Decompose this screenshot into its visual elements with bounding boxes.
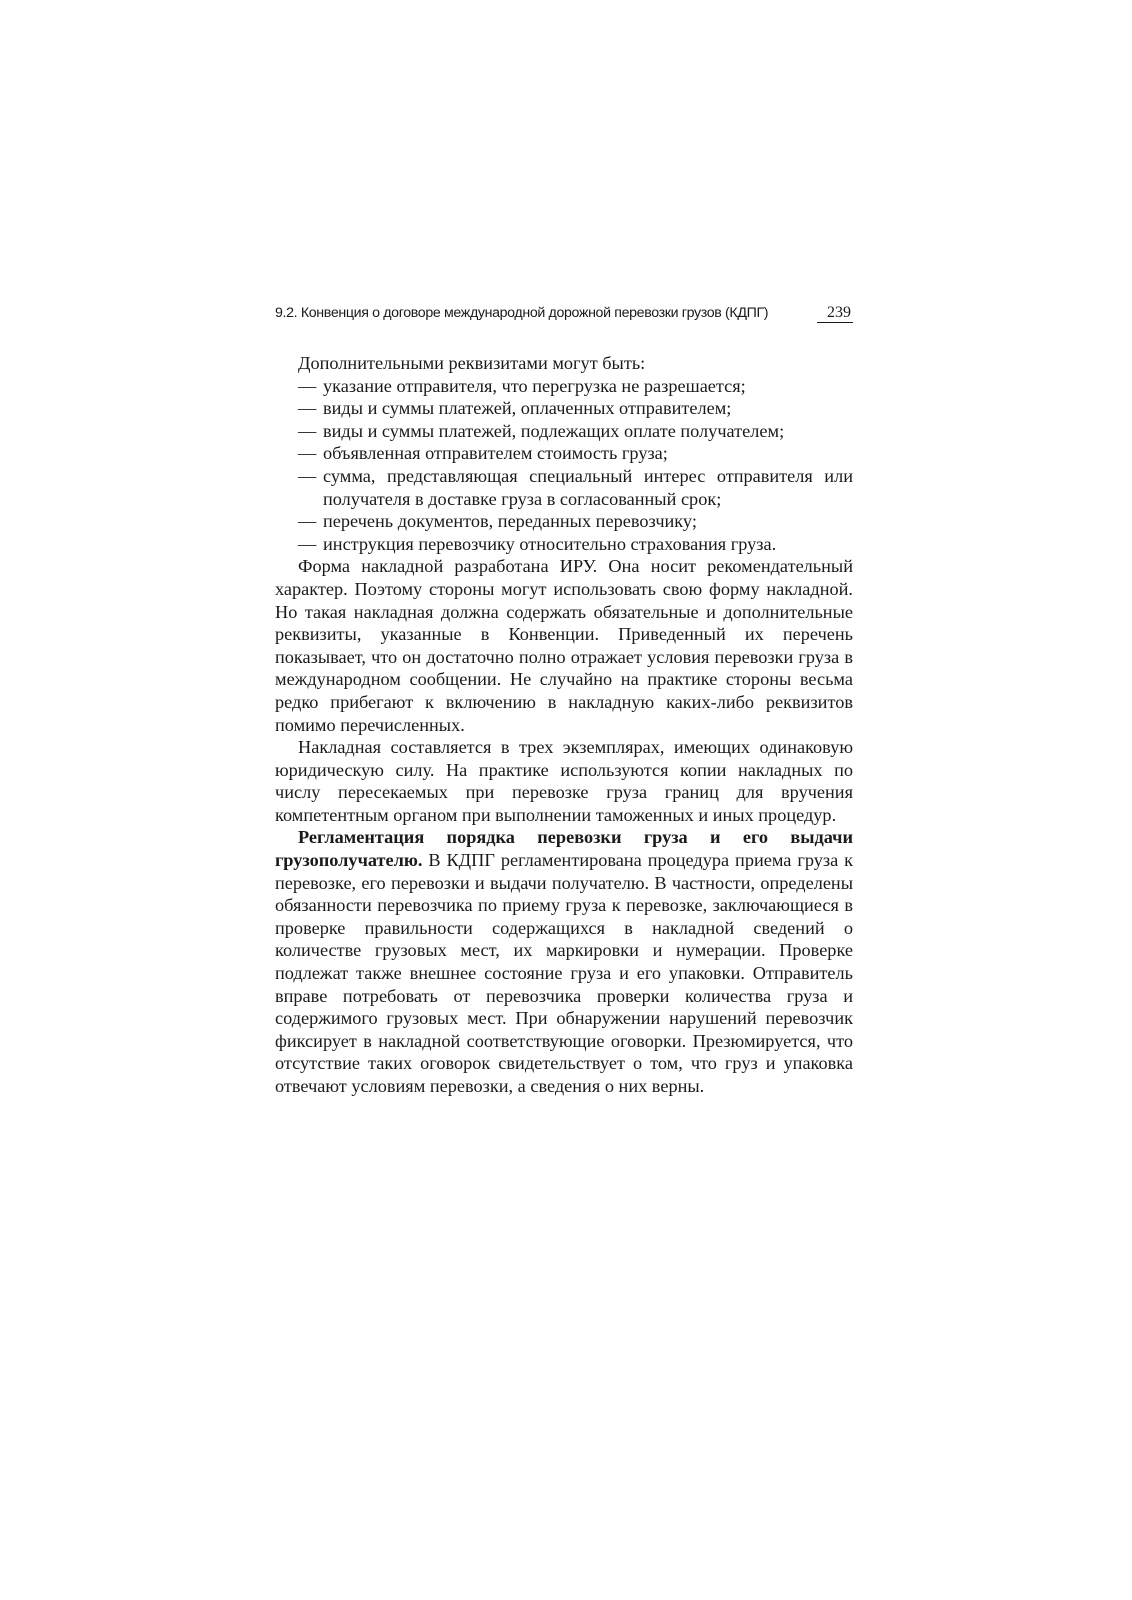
list-dash: — (298, 465, 317, 486)
list-dash: — (298, 511, 317, 532)
book-page (275, 303, 853, 1098)
running-header (275, 303, 853, 329)
paragraph-carriage-procedure (275, 826, 853, 1097)
list-dash: — (298, 398, 317, 419)
list-item (275, 465, 853, 510)
list-item-text: виды и суммы платежей, подлежащих оплате получателем; (323, 420, 785, 441)
list-dash: — (298, 443, 317, 464)
list-dash: — (298, 533, 317, 554)
page-number: 239 (817, 303, 853, 323)
list-item-text: виды и суммы платежей, оплаченных отправителем; (323, 398, 732, 419)
running-title: 9.2. Конвенция о договоре международной дорожной перевозки грузов (КДПГ) (275, 305, 769, 321)
list-item-text: сумма, представляющая специальный интерес отправителя или получателя в доставке груза в согласованный срок; (323, 465, 853, 509)
list-item (275, 533, 853, 556)
list-intro: Дополнительными реквизитами могут быть: (298, 353, 646, 373)
paragraph-text: В КДПГ регламентирована процедура приема груза к перевозке, его перевозки и выдачи получателю. В частности, определены обязанности перевозчика по приему груза к перевозке, заключающиеся в проверке правильности содержащихся в накладной сведений о количестве грузовых мест, их маркировки и нумерации. Проверке подлежат также внешнее состояние груза и его упаковки. Отправитель вправе потребовать от перевозчика проверки количества груза и содержимого грузовых мест. При обнаружении нарушений перевозчик фиксирует в накладной соответствующие оговорки. Презюмируется, что отсутствие таких оговорок свидетельствует о том, что груз и упаковка отвечают условиям перевозки, а сведения о них верны. (275, 850, 853, 1096)
list-item-text: перечень документов, переданных перевозчику; (323, 511, 697, 532)
requisites-list (275, 375, 853, 556)
list-item (275, 442, 853, 465)
run-in-heading: Регламентация порядка перевозки груза и его выдачи грузополучателю. (275, 827, 853, 871)
body-text (275, 352, 853, 1098)
list-item-text: инструкция перевозчику относительно страхования груза. (323, 533, 777, 554)
list-dash: — (298, 420, 317, 441)
list-item-text: указание отправителя, что перегрузка не разрешается; (323, 375, 746, 396)
list-item-text: объявленная отправителем стоимость груза; (323, 443, 668, 464)
list-item (275, 397, 853, 420)
paragraph-waybill-copies: Накладная составляется в трех экземплярах, имеющих одинаковую юридическую силу. На практике используются копии накладных по числу пересекаемых при перевозке груза границ для вручения компетентным органом при выполнении таможенных и иных процедур. (275, 737, 853, 825)
paragraph-waybill-form: Форма накладной разработана ИРУ. Она носит рекомендательный характер. Поэтому стороны могут использовать свою форму накладной. Но такая накладная должна содержать обязательные и дополнительные реквизиты, указанные в Конвенции. Приведенный их перечень показывает, что он достаточно полно отражает условия перевозки груза в международном сообщении. Не случайно на практике стороны весьма редко прибегают к включению в накладную каких-либо реквизитов помимо перечисленных. (275, 556, 853, 735)
list-item (275, 510, 853, 533)
list-item (275, 375, 853, 398)
list-dash: — (298, 375, 317, 396)
list-item (275, 420, 853, 443)
